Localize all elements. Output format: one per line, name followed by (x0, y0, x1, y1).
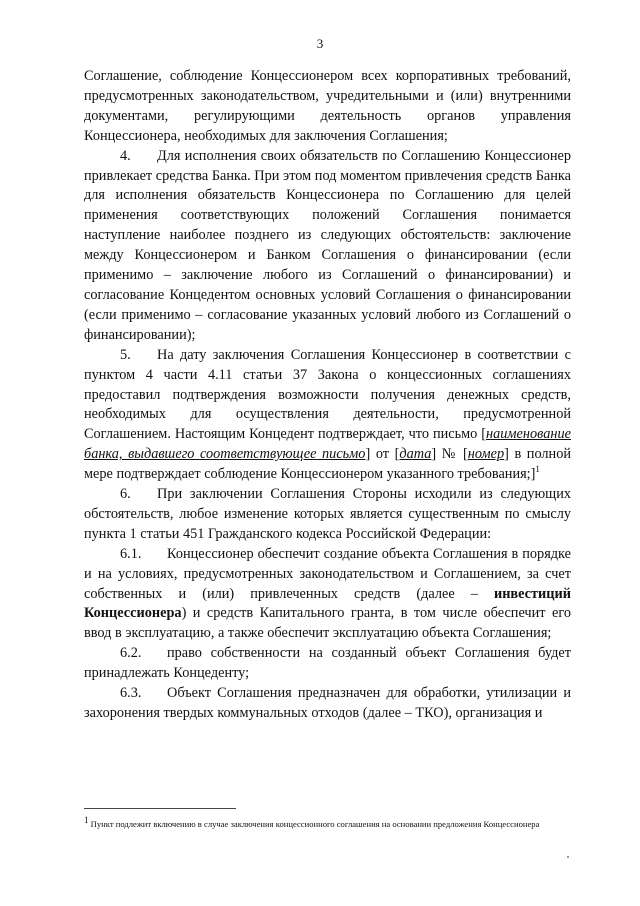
footnote-reference: 1 (535, 464, 540, 475)
paragraph-text: ] от [ (365, 446, 400, 463)
footnote-separator (84, 808, 236, 809)
paragraph-6-2 (84, 644, 571, 684)
bank-name-placeholder: наименование банка, выдавшего соответствующее письмо (84, 426, 571, 463)
paragraph-text: При заключении Соглашения Стороны исходили из следующих обстоятельств, любое изменение которых является существенным по смыслу пункта 1 статьи 451 Гражданского кодекса Российской Федерации: (84, 486, 571, 542)
footnote-text: Пункт подлежит включению в случае заключения концессионного соглашения на основании предложения Концессионера (90, 819, 540, 829)
footnote (84, 815, 571, 831)
paragraph-text: Объект Соглашения предназначен для обработки, утилизации и захоронения твердых коммунальных отходов (далее – ТКО), организация и (84, 685, 571, 721)
paragraph-text: ] в полной мере подтверждает соблюдение Концессионером указанного требования;] (84, 446, 571, 483)
paragraph-text: На дату заключения Соглашения Концессионер в соответствии с пунктом 4 части 4.11 статьи 37 Закона о концессионных соглашениях предоставил подтверждения возможности получения денежных средств, необходимых для осуществления деятельности, предусмотренной Соглашением. Настоящим Концедент подтверждает, что письмо [ (84, 346, 571, 443)
number-placeholder: номер (467, 446, 505, 463)
page-number: 3 (316, 36, 324, 51)
paragraph-text: ] № [ (431, 446, 468, 463)
paragraph-number: 6.2. (120, 645, 142, 662)
paragraph-6 (84, 485, 571, 545)
paragraph-text: Концессионер обеспечит создание объекта Соглашения в порядке и на условиях, предусмотренных законодательством и Соглашением, за счет собственных и (или) привлеченных средств (далее – (84, 545, 571, 602)
paragraph-text: Для исполнения своих обязательств по Соглашению Концессионер привлекает средства Банка. При этом под моментом привлечения средств Банка для исполнения обязательств Концессионера по Соглашению для целей применения соответствующих положений Соглашения понимается наступление наиболее позднего из следующих обстоятельств: заключение между Концессионером и Банком Соглашения о финансировании (если применимо – заключение любого из Соглашений о финансировании) и согласование Концедентом основных условий Соглашения о финансировании (если применимо – согласование указанных условий любого из Соглашений о финансировании); (84, 147, 571, 343)
paragraph-number: 6.3. (120, 685, 142, 702)
paragraph-number: 6. (120, 486, 131, 503)
document-body (84, 67, 571, 724)
paragraph-6-3 (84, 684, 571, 724)
paragraph-text: право собственности на созданный объект Соглашения будет принадлежать Концеденту; (84, 645, 571, 682)
paragraph-intro: Соглашение, соблюдение Концессионером всех корпоративных требований, предусмотренных законодательством, учредительными и (или) внутренними документами, регулирующими деятельность органов управления Концессионера, необходимых для заключения Соглашения; (84, 68, 571, 144)
date-placeholder: дата (399, 446, 432, 463)
paragraph-number: 5. (120, 346, 131, 363)
paragraph-text: ) и средств Капитального гранта, в том числе обеспечит его ввод в эксплуатацию, а также обеспечит эксплуатацию объекта Соглашения; (84, 605, 571, 642)
footnote-mark: 1 (84, 815, 89, 826)
paragraph-number: 6.1. (120, 545, 142, 562)
defined-term: инвестиций Концессионера (84, 585, 571, 622)
paragraph-5 (84, 346, 571, 485)
paragraph-4 (84, 147, 571, 346)
paragraph-6-1 (84, 545, 571, 645)
scan-dot (567, 856, 569, 858)
paragraph-number: 4. (120, 147, 131, 164)
